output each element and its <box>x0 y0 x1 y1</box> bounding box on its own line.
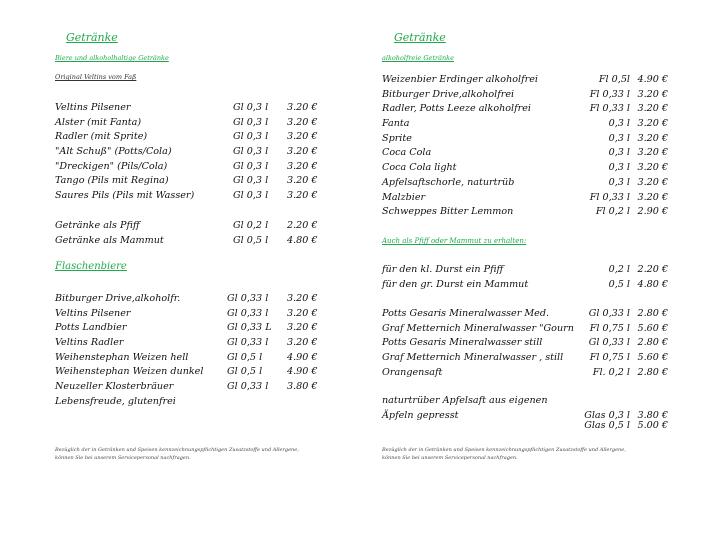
item-price: 3.20 € <box>287 116 318 128</box>
item-name: Malzbier <box>382 191 426 203</box>
left-subtitle: Biere und alkoholhaltige Getränke <box>55 54 169 62</box>
juice-list <box>382 394 672 423</box>
item-price: 3.20 € <box>637 176 668 188</box>
item-name: Lebensfreude, glutenfrei <box>55 395 176 407</box>
item-price: 5.60 € <box>637 322 668 334</box>
item-size: Gl 0,3 l <box>233 190 269 202</box>
right-title: Getränke <box>394 31 446 44</box>
menu-item <box>55 101 325 116</box>
menu-item <box>382 73 672 88</box>
item-size: Gl 0,33 l <box>588 337 630 349</box>
item-price: 3.20 € <box>287 322 318 334</box>
left-footer: Bezüglich der in Getränken und Speisen kennzeichnungspflichtigen Zusatzstoffe und Allergene, können Sie bei unserem Servicepersonal nachfragen. <box>55 447 299 461</box>
menu-item <box>55 365 325 380</box>
item-name: Getränke als Pfiff <box>55 220 140 231</box>
item-name: Veltins Pilsener <box>55 102 131 113</box>
item-size: 0,2 l <box>608 264 630 275</box>
item-price: 2.90 € <box>637 206 668 218</box>
water-list <box>382 307 672 380</box>
item-name: Weihenstephan Weizen hell <box>55 351 189 363</box>
item-name: Radler, Potts Leeze alkoholfrei <box>382 103 531 115</box>
item-price: 3.20 € <box>637 147 668 159</box>
item-name: Alster (mit Fanta) <box>55 116 142 128</box>
menu-item <box>55 380 325 395</box>
menu-item <box>382 205 672 220</box>
item-price: 4.90 € <box>637 74 668 85</box>
item-size: Fl 0,2 l <box>595 206 630 218</box>
item-price: 3.80 € <box>637 409 668 421</box>
menu-item <box>382 322 672 337</box>
item-price: 3.20 € <box>287 190 318 202</box>
menu-item <box>55 395 325 410</box>
item-size: Gl 0,3 l <box>233 131 269 143</box>
item-size: Gl 0,33 l <box>227 293 269 304</box>
item-price: 2.20 € <box>637 264 668 275</box>
menu-item <box>55 160 325 175</box>
item-name: Äpfeln gepresst <box>382 409 459 421</box>
tap-label: Original Veltins vom Faß <box>55 73 137 81</box>
menu-item <box>382 102 672 117</box>
item-size: 0,3 l <box>608 147 630 159</box>
menu-item <box>55 292 325 307</box>
item-price: 3.20 € <box>287 146 318 158</box>
item-price: 3.20 € <box>637 103 668 115</box>
left-title: Getränke <box>66 31 118 44</box>
item-price: 3.20 € <box>637 162 668 174</box>
item-name: Potts Gesaris Mineralwasser Med. <box>382 308 550 319</box>
item-price: 2.20 € <box>287 220 318 231</box>
menu-item <box>382 351 672 366</box>
bottles-title: Flaschenbiere <box>55 261 127 272</box>
item-name: Fanta <box>382 118 410 130</box>
item-name: Saures Pils (Pils mit Wasser) <box>55 190 195 202</box>
juice-extra <box>560 420 672 431</box>
item-size: Fl 0,33 l <box>589 88 630 100</box>
item-name: naturtrüber Apfelsaft aus eigenen <box>382 395 548 406</box>
item-price: 3.20 € <box>287 131 318 143</box>
item-price: 2.80 € <box>637 337 668 349</box>
item-name: Coca Cola <box>382 147 432 159</box>
tap-list <box>55 101 325 204</box>
item-name: Neuzeller Klosterbräuer <box>55 381 174 393</box>
item-name: für den gr. Durst ein Mammut <box>382 278 529 290</box>
juice-extra-price: 5.00 € <box>637 420 668 431</box>
item-size: Gl 0,33 l <box>227 381 269 393</box>
item-size: Gl 0,3 l <box>233 175 269 187</box>
menu-item <box>382 132 672 147</box>
item-name: Sprite <box>382 132 412 144</box>
item-size: 0,3 l <box>608 132 630 144</box>
item-name: Weihenstephan Weizen dunkel <box>55 366 204 378</box>
menu-item <box>55 219 325 234</box>
menu-item <box>55 189 325 204</box>
item-name: Veltins Radler <box>55 337 124 349</box>
item-size: Gl 0,5 l <box>227 366 263 378</box>
item-name: Weizenbier Erdinger alkoholfrei <box>382 74 538 85</box>
item-name: Potts Landbier <box>55 322 127 334</box>
right-footer: Bezüglich der in Getränken und Speisen kennzeichnungspflichtigen Zusatzstoffe und Allergene, können Sie bei unserem Servicepersonal nachfragen. <box>382 447 626 461</box>
item-size: Gl 0,33 L <box>227 322 272 334</box>
item-size: Gl 0,33 l <box>227 337 269 349</box>
menu-item <box>55 116 325 131</box>
item-name: Getränke als Mammut <box>55 234 164 246</box>
menu-item <box>55 321 325 336</box>
item-name: Graf Metternich Mineralwasser , still <box>382 352 564 364</box>
item-name: Graf Metternich Mineralwasser "Gourn <box>382 322 574 334</box>
menu-item <box>382 278 672 293</box>
item-name: für den kl. Durst ein Pfiff <box>382 264 504 275</box>
item-size: Fl 0,33 l <box>589 191 630 203</box>
menu-item <box>382 88 672 103</box>
item-price: 3.20 € <box>287 293 318 304</box>
item-name: "Dreckigen" (Pils/Cola) <box>55 160 168 172</box>
juice-extra-size: Glas 0,5 l <box>584 420 630 431</box>
item-size: 0,5 l <box>608 278 630 290</box>
menu-item <box>382 176 672 191</box>
item-size: Gl 0,5 l <box>233 234 269 246</box>
menu-item <box>382 191 672 206</box>
item-name: Radler (mit Sprite) <box>55 131 148 143</box>
item-name: Bitburger Drive,alkoholfr. <box>55 293 181 304</box>
item-name: Orangensaft <box>382 366 443 378</box>
menu-item <box>382 336 672 351</box>
menu-item <box>382 117 672 132</box>
item-size: Gl 0,3 l <box>233 116 269 128</box>
item-size: 0,3 l <box>608 118 630 130</box>
item-name: Potts Gesaris Mineralwasser still <box>382 337 543 349</box>
menu-item <box>382 366 672 381</box>
menu-item <box>382 146 672 161</box>
item-size: Fl 0,33 l <box>589 103 630 115</box>
right-subtitle: alkoholfreie Getränke <box>382 54 454 62</box>
menu-item <box>55 174 325 189</box>
item-size: Gl 0,3 l <box>233 102 269 113</box>
item-name: Bitburger Drive,alkoholfrei <box>382 88 515 100</box>
menu-item <box>382 161 672 176</box>
item-name: Tango (Pils mit Regina) <box>55 175 169 187</box>
item-size: Gl 0,3 l <box>233 160 269 172</box>
item-name: Veltins Pilsener <box>55 307 131 319</box>
item-size: Gl 0,2 l <box>233 220 269 231</box>
also-list <box>382 263 672 292</box>
menu-item <box>382 307 672 322</box>
item-size: Gl 0,33 l <box>588 308 630 319</box>
item-size: Glas 0,3 l <box>584 409 630 421</box>
item-size: 0,3 l <box>608 162 630 174</box>
item-size: Gl 0,3 l <box>233 146 269 158</box>
item-price: 3.80 € <box>287 381 318 393</box>
menu-item <box>55 234 325 249</box>
item-size: Fl. 0,2 l <box>592 366 630 378</box>
item-name: "Alt Schuß" (Potts/Cola) <box>55 146 172 158</box>
special-list <box>55 219 325 248</box>
item-price: 2.80 € <box>637 366 668 378</box>
item-price: 3.20 € <box>637 118 668 130</box>
item-size: Fl 0,75 l <box>589 322 630 334</box>
menu-item <box>55 145 325 160</box>
soft-list <box>382 73 672 220</box>
menu-item <box>55 307 325 322</box>
also-label: Auch als Pfiff oder Mammut zu erhalten: <box>382 237 527 245</box>
item-price: 3.20 € <box>287 307 318 319</box>
item-price: 3.20 € <box>287 160 318 172</box>
item-size: Fl 0,5l <box>598 74 630 85</box>
item-price: 4.80 € <box>287 234 318 246</box>
menu-item <box>382 263 672 278</box>
item-price: 3.20 € <box>287 102 318 113</box>
item-size: 0,3 l <box>608 176 630 188</box>
menu-item <box>382 394 672 409</box>
item-size: Fl 0,75 l <box>589 352 630 364</box>
menu-item <box>55 336 325 351</box>
item-price: 4.80 € <box>637 278 668 290</box>
item-price: 3.20 € <box>637 132 668 144</box>
item-price: 3.20 € <box>287 337 318 349</box>
item-name: Coca Cola light <box>382 162 457 174</box>
item-size: Gl 0,33 l <box>227 307 269 319</box>
item-price: 5.60 € <box>637 352 668 364</box>
item-price: 4.90 € <box>287 351 318 363</box>
item-price: 2.80 € <box>637 308 668 319</box>
item-price: 3.20 € <box>637 88 668 100</box>
item-price: 3.20 € <box>287 175 318 187</box>
menu-item <box>55 130 325 145</box>
item-name: Schweppes Bitter Lemmon <box>382 206 514 218</box>
menu-item <box>55 351 325 366</box>
item-name: Apfelsaftschorle, naturtrüb <box>382 176 515 188</box>
item-size: Gl 0,5 l <box>227 351 263 363</box>
item-price: 4.90 € <box>287 366 318 378</box>
item-price: 3.20 € <box>637 191 668 203</box>
bottles-list <box>55 292 325 410</box>
